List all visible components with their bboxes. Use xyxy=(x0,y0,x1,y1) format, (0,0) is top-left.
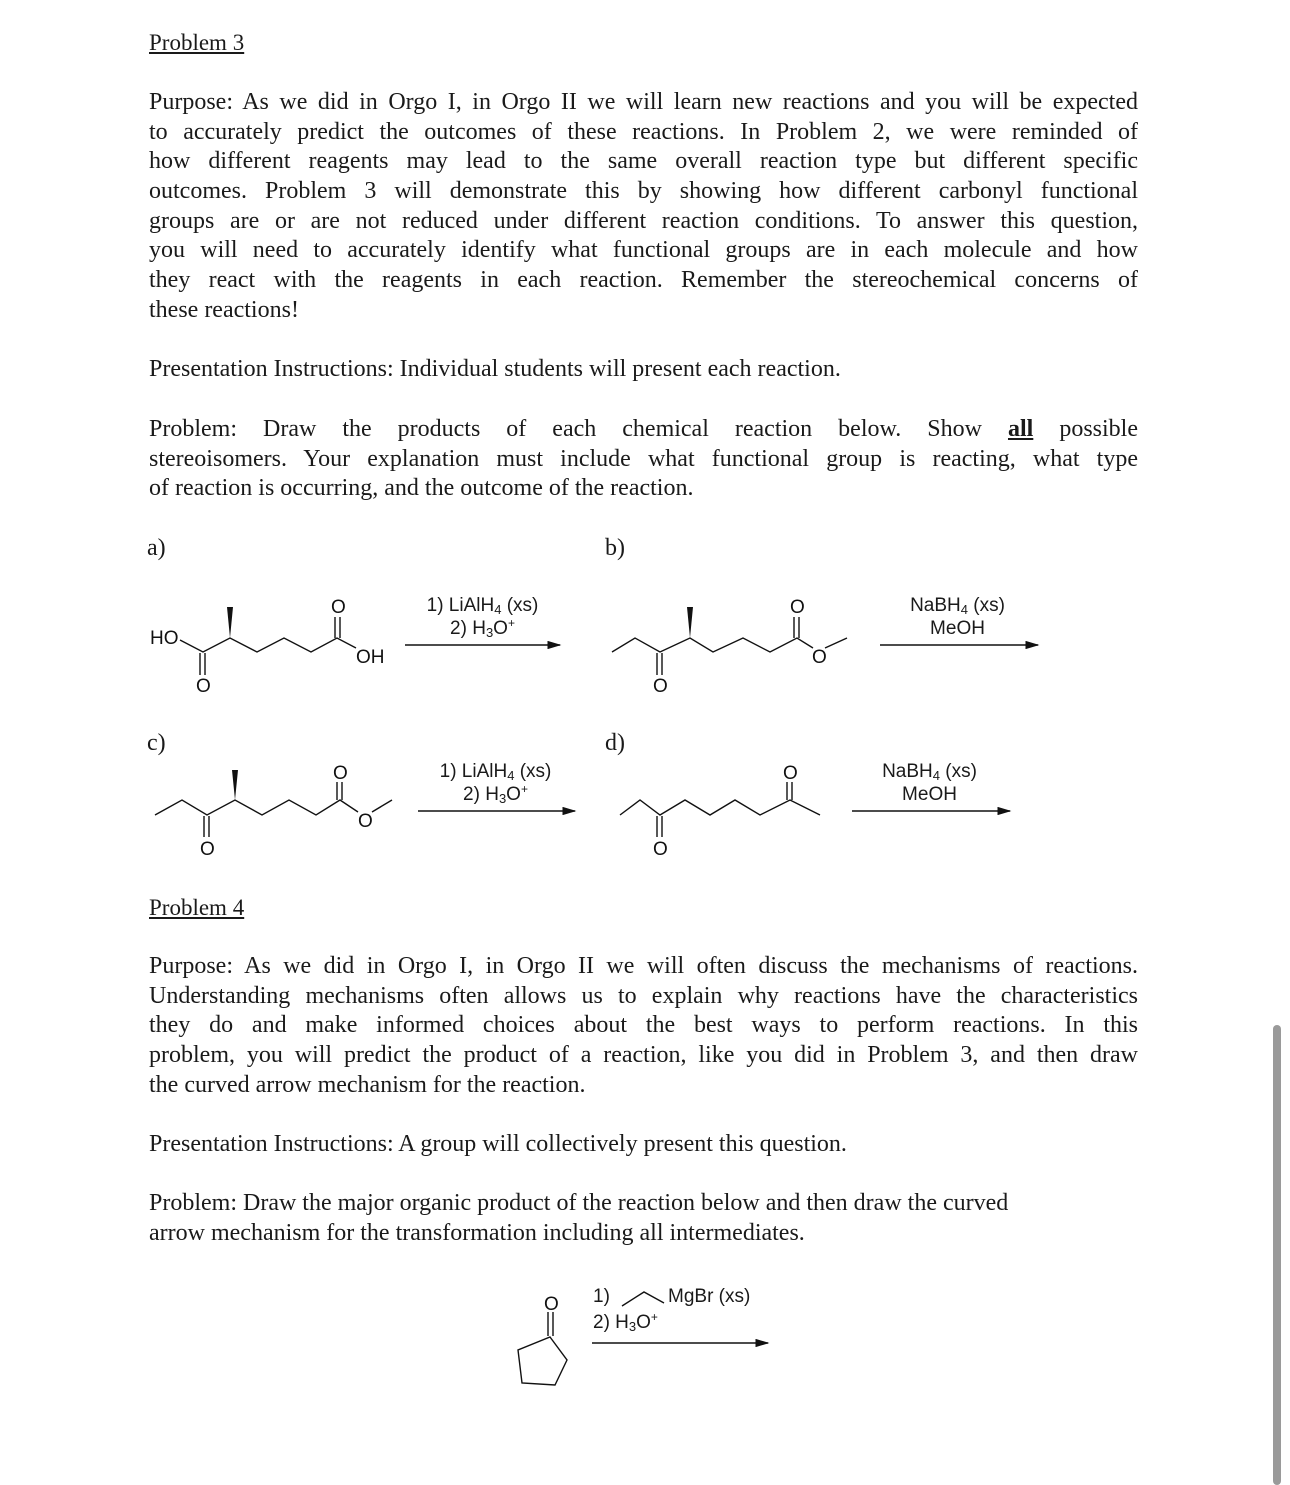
reagent-line2: MeOH xyxy=(930,618,985,639)
atom-label: O xyxy=(358,811,373,832)
atom-label: HO xyxy=(150,628,179,649)
problem4-purpose xyxy=(149,952,1138,1100)
problem4-heading: Problem 4 xyxy=(149,895,245,920)
text-line: they do and make informed choices about the best ways to perform reactions. In this xyxy=(149,1012,1138,1039)
reagent-step2: 2) $H_3O^+$ xyxy=(463,782,528,806)
text-line: Problem: Draw the major organic product of the reaction below and then draw the curved xyxy=(149,1190,1009,1216)
vertical-scrollbar[interactable] xyxy=(1273,1025,1281,1485)
atom-label: O xyxy=(653,839,668,860)
wedge-bond xyxy=(687,607,693,638)
atom-label: O xyxy=(331,597,346,618)
atom-label: O xyxy=(544,1294,559,1315)
atom-label: O xyxy=(200,839,215,860)
reaction-label-c: c) xyxy=(147,730,166,756)
molecule-d xyxy=(620,782,820,837)
text-line: they react with the reagents in each reaction. Remember the stereochemical concerns of xyxy=(149,267,1138,294)
text-line: Presentation Instructions: A group will collectively present this question. xyxy=(149,1131,847,1157)
text-span: possible xyxy=(1033,416,1139,442)
reaction-label-d: d) xyxy=(605,730,625,756)
text-line: stereoisomers. Your explanation must include what functional group is reacting, what type xyxy=(149,445,1138,472)
text-line: Purpose: As we did in Orgo I, in Orgo II we will learn new reactions and you will be expected xyxy=(149,89,1138,115)
text-line: you will need to accurately identify what functional groups are in each molecule and how xyxy=(149,237,1138,264)
molecule-a xyxy=(180,617,356,675)
text-line: to accurately predict the outcomes of these reactions. In Problem 2, we were reminded of xyxy=(149,118,1138,145)
reagent-step1: 1) LiAlH$_4$ (xs) xyxy=(426,595,539,617)
reagents-p4-grignard: MgBr (xs) xyxy=(668,1286,751,1307)
atom-label: O xyxy=(812,647,827,668)
problem4-problem xyxy=(149,1189,1138,1248)
reagents-p4-step1: 1) xyxy=(593,1286,610,1307)
text-span: Problem: Draw the products of each chemical reaction below. Show xyxy=(149,416,1008,442)
text-line: the curved arrow mechanism for the reaction. xyxy=(149,1071,586,1098)
reagent-line2: MeOH xyxy=(902,784,957,805)
molecule-c xyxy=(155,782,392,837)
cyclopentanone xyxy=(518,1312,567,1385)
reagent-step2: 2) $H_3O^+$ xyxy=(450,616,515,640)
text-line: arrow mechanism for the transformation including all intermediates. xyxy=(149,1219,805,1246)
text-line: groups are or are not reduced under different reaction conditions. To answer this question, xyxy=(149,207,1138,234)
text-line: problem, you will predict the product of a reaction, like you did in Problem 3, and then draw xyxy=(149,1042,1138,1069)
problem4-presentation xyxy=(149,1130,1138,1160)
reaction-label-b: b) xyxy=(605,535,625,561)
reagent-step1: 1) LiAlH$_4$ (xs) xyxy=(439,761,552,783)
text-line: Purpose: As we did in Orgo I, in Orgo II we will often discuss the mechanisms of reactions. xyxy=(149,953,1138,979)
atom-label: O xyxy=(790,597,805,618)
problem3-heading: Problem 3 xyxy=(149,30,245,55)
atom-label: O xyxy=(333,763,348,784)
reagents-p4-step2: 2) $H_3O^+$ xyxy=(593,1310,658,1334)
text-line: of reaction is occurring, and the outcome of the reaction. xyxy=(149,475,694,502)
atom-label: O xyxy=(196,676,211,697)
reagent-line1: NaBH$_4$ (xs) xyxy=(882,761,977,783)
reagent-line1: NaBH$_4$ (xs) xyxy=(910,595,1005,617)
text-line: Presentation Instructions: Individual students will present each reaction. xyxy=(149,356,841,382)
atom-label: O xyxy=(653,676,668,697)
ethyl-group xyxy=(622,1292,664,1306)
atom-label: O xyxy=(783,763,798,784)
text-line: how different reagents may lead to the same overall reaction type but different specific xyxy=(149,148,1138,175)
text-line: Understanding mechanisms often allows us to explain why reactions have the characteristics xyxy=(149,982,1138,1009)
text-line: outcomes. Problem 3 will demonstrate this by showing how different carbonyl functional xyxy=(149,178,1138,205)
text-line: these reactions! xyxy=(149,296,299,323)
reaction-label-a: a) xyxy=(147,535,166,561)
wedge-bond xyxy=(227,607,233,638)
wedge-bond xyxy=(232,770,238,800)
emphasis-all: all xyxy=(1007,416,1034,442)
atom-label: OH xyxy=(356,647,385,668)
